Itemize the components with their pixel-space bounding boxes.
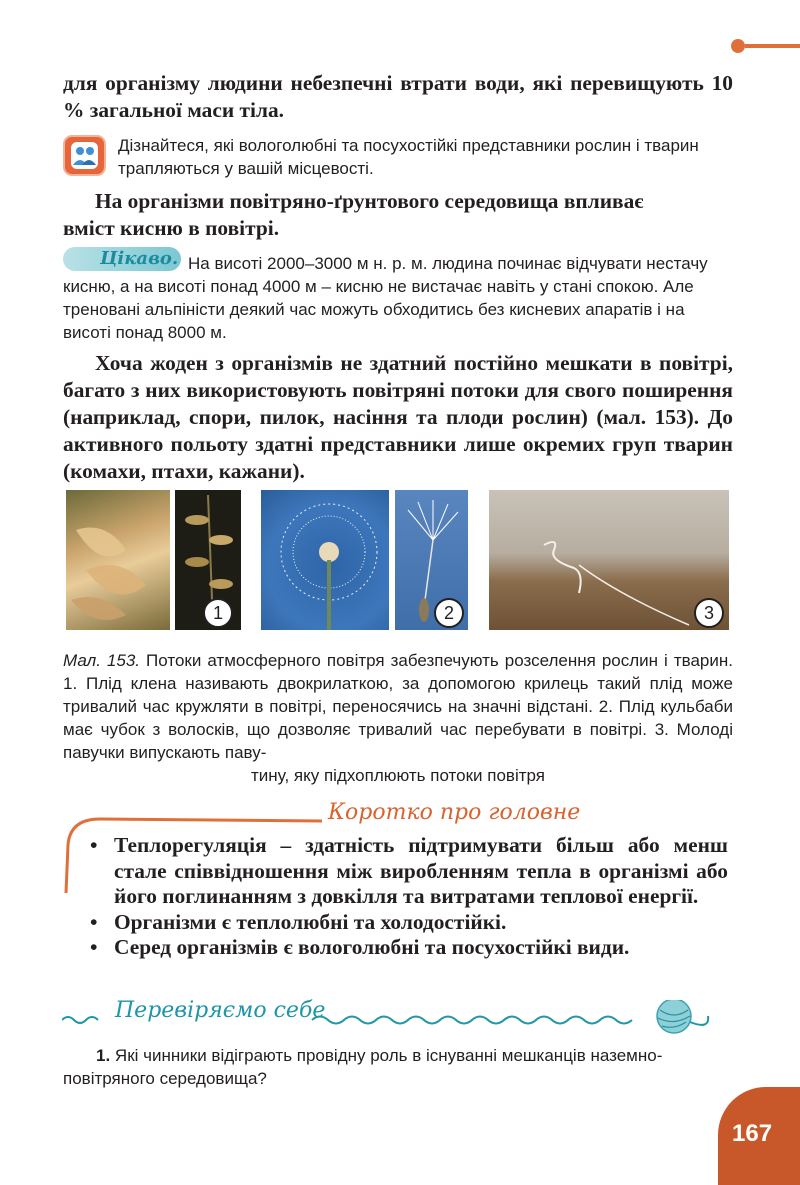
interesting-text: На висоті 2000–3000 м н. р. м. людина починає відчувати нестачу кисню, а на висоті понад 4000 м – кисню не вистачає навіть у стані спокою. Але треновані альпіністи деякий час можуть обходитись без кисневих апаратів і на висоті понад 8000 м.	[63, 254, 708, 342]
figure-badge-1: 1	[203, 598, 233, 628]
caption-last-line: тину, яку підхоплюють потоки повітря	[251, 766, 545, 785]
dandelion-photo	[261, 490, 389, 630]
figure-badge-3: 3	[694, 598, 724, 628]
summary-item: • Теплорегуляція – здатність підтримувати більш або менш стале співвідношення між виробленням тепла в організмі або його поглинанням з довкілля та витратами теплової енергії.	[88, 833, 728, 910]
summary-title: Коротко про головне	[328, 800, 581, 825]
caption-text: Потоки атмосферного повітря забезпечують розселення рослин і тварин. 1. Плід клена називають двокрилаткою, за допомогою крилець такий плід може тривалий час кружляти в повітрі, переносячись на значні відстані. 2. Плід кульбаби має чубок з волосків, що дозволяє тривалий час перебувати в повітрі. 3. Молоді павучки випускають паву-	[63, 651, 733, 762]
figure-caption	[63, 649, 733, 787]
maple-fruit-photo	[66, 490, 170, 630]
figure-badge-2: 2	[434, 598, 464, 628]
question-1-continued: повітряного середовища?	[63, 1069, 267, 1088]
question-1	[96, 1044, 736, 1067]
page-number: 167	[732, 1120, 773, 1147]
spider-web-field-photo	[489, 490, 729, 630]
check-title: Перевіряємо себе	[115, 998, 326, 1023]
question-text-line1: Які чинники відіграють провідну роль в існуванні мешканців наземно-	[114, 1046, 663, 1065]
header-ornament-line	[745, 44, 800, 48]
paragraph-air-flows: Хоча жоден з організмів не здатний постійно мешкати в повітрі, багато з них використовують повітряні потоки для свого поширення (наприклад, спори, пилок, насіння та плоди рослин) (мал. 153). До активного польоту здатні представники лише окремих груп тварин (комахи, птахи, кажани).	[63, 351, 733, 483]
paragraph-water-loss: для організму людини небезпечні втрати води, які перевищують 10 % загальної маси тіла.	[63, 71, 733, 122]
caption-label: Мал. 153.	[63, 651, 141, 670]
summary-list	[88, 833, 728, 961]
header-ornament-dot	[731, 39, 745, 53]
question-number: 1.	[96, 1046, 111, 1065]
group-task-icon	[63, 135, 106, 176]
interesting-label: Цікаво.	[100, 248, 179, 269]
task-text: Дізнайтеся, які вологолюбні та посухостійкі представники рослин і тварин трапляються у вашій місцевості.	[118, 136, 699, 178]
summary-item: • Серед організмів є вологолюбні та посухостійкі види.	[88, 935, 728, 961]
paragraph-oxygen-line2: вміст кисню в повітрі.	[63, 216, 280, 240]
summary-item: • Організми є теплолюбні та холодостійкі.	[88, 910, 728, 936]
paragraph-oxygen-line1: На організми повітряно-ґрунтового середовища впливає	[95, 189, 644, 213]
